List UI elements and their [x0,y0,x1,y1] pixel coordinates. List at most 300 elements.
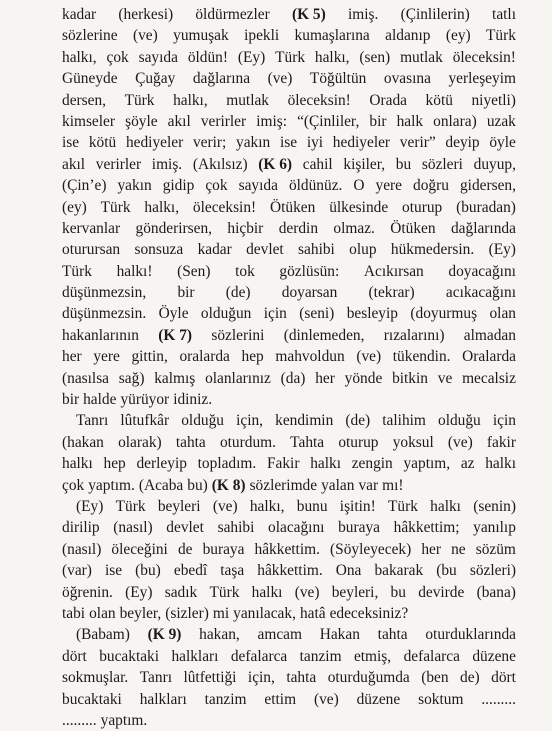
word: (sen) [359,48,391,66]
word: beyler, [119,604,162,622]
word: yaptım, [403,455,451,473]
word: fakir [486,433,516,451]
word: (Ey) [488,241,516,259]
text-line [62,475,516,496]
word: mutlak [226,91,269,109]
word: (tekrar) [368,284,415,302]
word: Öyle [158,305,189,323]
word: zengin [351,455,393,473]
word: kişiler, [343,155,386,173]
word: Fakir [266,455,300,473]
word: olan [489,305,516,323]
word: (buradan) [456,198,516,216]
word: (ve) [447,433,473,451]
word: oturup [338,433,379,451]
word: idiniz. [173,391,213,409]
word: derdin [278,219,319,237]
word: (ve) [294,583,320,601]
word: olanlarınız [205,369,271,387]
word: sözüm [475,540,516,558]
word: O [353,177,365,195]
word: Hakan [319,626,360,644]
word: yere [93,348,120,366]
word: dağlarında [450,219,516,237]
text-line [62,68,516,89]
word: halde [83,391,117,409]
word: devlet [166,519,204,537]
text-line [62,603,516,624]
word: taşa [220,562,245,580]
word: topladım. [197,455,257,473]
word: yanılacak, [233,604,296,622]
word: oturduğumda [327,669,410,687]
word: oralarda [179,348,230,366]
word: imiş. [151,155,183,173]
word: hakan, [199,626,240,644]
word: Türk [115,497,146,515]
word: (de) [345,412,371,430]
text-line [62,47,516,68]
word: halk [396,112,424,130]
word: Türk [209,583,240,601]
word: (ey) [445,27,471,45]
text-line [62,325,516,346]
word: (bana) [476,583,516,601]
word: akıl [62,155,86,173]
word: bir [177,284,195,302]
word: oturursan [62,241,121,259]
word: ipekli [244,27,280,45]
word: (ve) [212,497,238,515]
text-line [62,239,516,260]
word: (herkesi) [118,6,174,23]
word: yerleşeyim [448,70,516,88]
text-line [62,453,516,474]
text-line [62,132,516,153]
word: olacağını [268,519,325,537]
text-line [62,368,516,389]
word: tabi [62,604,86,622]
word: Çuğay [135,70,176,88]
word: ebedî [173,562,208,580]
text-line [62,689,516,710]
word: için, [236,412,264,430]
word: ne [451,540,466,558]
section-marker: (K 9) [147,626,182,644]
word: halkı [310,455,341,473]
word: tahta [377,626,408,644]
word: lûtfettiği [183,669,237,687]
text-line [62,582,516,603]
word: olmaz. [333,219,375,237]
word: (ve) [356,348,382,366]
text-line [62,25,516,46]
word: (Ey) [125,583,153,601]
word: tahta [175,433,206,451]
word: edeceksiniz? [329,604,409,622]
word: (seni) [299,305,335,323]
word: yoksul [392,433,434,451]
word: hâkkettim. [254,540,320,558]
word: işitin! [339,497,376,515]
word: akıl [167,112,191,130]
word: bakarak [374,562,424,580]
word: halkı [485,455,516,473]
word: gidersen, [459,177,516,195]
word [212,475,246,496]
word: tanzim [299,647,342,665]
word: sadık [164,583,198,601]
word: düzene [472,647,516,665]
word: kendimin [275,412,334,430]
text-line [62,218,516,239]
word: (Akılsız) [192,155,248,173]
word: (senin) [473,497,516,515]
word: yaptım. [88,476,135,494]
word: öldünüz. [288,177,343,195]
word: öğrenin. [62,583,113,601]
word: yalan [321,476,355,494]
word: öyle [489,134,516,152]
word: onlara) [433,112,477,130]
word: çok [205,177,228,195]
word: (Çinlilerin) [400,6,470,23]
word: her [62,348,82,366]
word: için [492,412,516,430]
text-line [62,4,516,25]
text-line [62,261,516,282]
word: gidip [162,177,195,195]
word: Güneyde [62,70,118,88]
word: hâkkettim. [257,562,323,580]
word: ve [437,369,453,387]
word: tok [235,262,255,280]
word: tükendin. [392,348,451,366]
text-line [62,432,516,453]
word: (ve) [313,690,339,708]
text-line [62,667,516,688]
word: defalarca [403,647,460,665]
text-line [62,175,516,196]
word: öldürmezler [195,6,270,23]
text-line [62,90,516,111]
word: devirde [418,583,465,601]
word: (ey) [62,198,87,216]
word: halkı, [62,48,97,66]
word: (bu) [135,562,161,580]
word: amcam [257,626,302,644]
word: halkı, [173,91,208,109]
word: gönderirsen, [135,219,213,237]
word: (doyurmuş [410,305,478,323]
word: (Acaba [138,476,184,494]
word [158,325,192,346]
word: hep [103,455,126,473]
word: (Ey) [76,497,104,515]
word: yere [375,177,403,195]
word: sayıda [238,177,278,195]
word: sözleri) [469,562,516,580]
word: öleceksin! [452,48,516,66]
word: mı! [382,476,404,494]
word: sözlerimde [249,476,318,494]
word: kötü [88,134,117,152]
word: deyip [445,134,480,152]
word: (ve) [267,70,293,88]
section-marker: (K 6) [258,155,293,173]
word: öleceksin! [287,91,351,109]
word: (Çin’e) [62,177,107,195]
word: “(Çinliler, [297,112,360,130]
word: Ötüken [270,198,316,216]
word: hiçbir [227,219,264,237]
word: ovasına [383,70,431,88]
text-line [62,496,516,517]
word: öleceğini [111,540,168,558]
text-line [62,282,516,303]
word: hediyeler [125,134,184,152]
word: düşünmezsin, [62,284,147,302]
word: Türk [62,262,92,280]
word: ise [62,134,80,152]
word: mecalsiz [462,369,516,387]
word: dirilip [62,519,100,537]
word: Türk [100,198,131,216]
word: (bu [436,562,457,580]
word: sözleri [421,155,463,173]
word: uzak [486,112,516,130]
word: sokmuşlar. [62,669,129,687]
word: soktum [418,690,464,708]
word: dört [62,647,87,665]
word [292,4,326,25]
word: sonsuza [134,241,184,259]
word: kalmış [154,369,196,387]
word: olup [349,241,377,259]
word: için [263,305,287,323]
word: hâkkettim; [393,519,460,537]
word: çok [106,48,129,66]
word: aldanıp [385,27,431,45]
word: doğru [413,177,449,195]
text-line [62,346,516,367]
word: çok [62,476,85,494]
word: kadar [197,241,232,259]
word: (da) [280,369,306,387]
word: halkları [139,690,187,708]
text-line [62,303,516,324]
text-line [62,154,516,175]
word: verir; [192,134,227,152]
word: bir [369,112,387,130]
word: ettim [264,690,297,708]
word: lûtufkâr [120,412,170,430]
word: bitkin [392,369,428,387]
word: bu) [187,476,208,494]
word: yakın [117,177,152,195]
word: öldün! [187,48,228,66]
word: olduğun [200,305,252,323]
word: olarak) [118,433,162,451]
section-marker: (K 8) [211,476,246,494]
word: hükmedersin. [390,241,475,259]
word: kötü [425,91,453,109]
word: oturup [402,198,443,216]
word: buraya [202,540,245,558]
word: var [358,476,379,494]
word: sahibi [217,519,255,537]
word: tahta [286,669,317,687]
section-marker: (K 7) [158,326,193,344]
word: (var) [62,562,92,580]
word: bunu [296,497,328,515]
word: almadan [463,326,516,344]
word: hep [241,348,264,366]
text-line [62,389,516,410]
word: besleyip [346,305,398,323]
word: Orada [369,91,407,109]
word: olduğu [438,412,481,430]
word: halkı [62,455,93,473]
word: Oralarda [462,348,516,366]
word: (ben [421,669,449,687]
word: Türk [124,91,155,109]
word: Tahta [290,433,325,451]
word: olan [89,604,116,622]
word [148,624,182,645]
word: devlet [246,241,284,259]
word: niyetli) [471,91,516,109]
word: (nasılsa [62,369,110,387]
text-line [62,539,516,560]
word: iyi [306,134,324,152]
text-line [62,624,516,645]
word: oturdum. [219,433,276,451]
word: halkı [430,497,461,515]
word: yönde [344,369,383,387]
text-line [62,646,516,667]
word: Türk [486,27,516,45]
word: doyacağını [448,262,516,280]
word: düşünmezsin. [62,305,147,323]
text-line [62,111,516,132]
word: ise [104,562,123,580]
word: yanılıp [473,519,516,537]
word: bu [390,583,406,601]
word: ise [279,134,298,152]
word: (nasıl) [62,540,102,558]
text-line [62,517,516,538]
word: imiş: [256,112,287,130]
word: öleceksin! [192,198,257,216]
word: yumuşak [173,27,229,45]
word: tanzim [204,690,247,708]
word: kumaşlarına [294,27,370,45]
word: sözlerine [62,27,118,45]
word: (hakan [62,433,104,451]
word: tatlı [492,6,516,23]
text-body [62,4,516,731]
section-marker: (K 5) [291,6,326,23]
word: Türk [275,48,306,66]
word: yakın [236,134,271,152]
word: (de) [225,284,251,302]
word: talihim [382,412,426,430]
word: beyleri, [331,583,379,601]
word: sahibi [298,241,335,259]
word: beyleri [157,497,201,515]
word: halkı, [144,198,180,216]
word: halkı! [116,262,153,280]
word: az [460,455,475,473]
word: kimseler [62,112,115,130]
word: defalarca [230,647,288,665]
word: ......... [481,690,516,708]
word: de [177,540,193,558]
word: kervanlar [62,219,121,237]
word: her [421,540,441,558]
word: cahil [302,155,333,173]
word: yaptım. [100,711,148,729]
word: gittin, [131,348,168,366]
word: duyup, [473,155,516,173]
word: etmiş, [353,647,392,665]
word: olduğu [181,412,224,430]
text-line [62,560,516,581]
text-line [62,710,516,731]
word: mutlak [400,48,443,66]
word: sayıda [138,48,178,66]
word: bucaktaki [62,690,122,708]
word: Ötüken [390,219,436,237]
word: dört [491,669,516,687]
word: (Söyleyecek) [330,540,412,558]
word: bu [395,155,412,173]
word: mahvoldun [275,348,345,366]
word: bucaktaki [99,647,160,665]
word: halkı, [249,497,285,515]
word: gözlüsün: [279,262,340,280]
word: dağlarına [192,70,251,88]
word [258,154,292,175]
word: (nasıl) [113,519,153,537]
word: buraya [338,519,380,537]
word: derleyip [136,455,187,473]
word: her [315,369,335,387]
word: acıkacağını [445,284,516,302]
word: halkı, [314,48,350,66]
word: ......... [62,711,97,729]
word: için, [247,669,275,687]
word: oturduklarında [425,626,516,644]
word: bir [62,391,80,409]
word: (dinlemeden, [283,326,365,344]
word: (Ey) [237,48,266,66]
word: dersen, [62,91,107,109]
word: mi [212,604,230,622]
word: (Babam) [76,626,130,644]
word: yürüyor [120,391,170,409]
word: Tanrı [76,412,109,430]
word: halkı [251,583,283,601]
word: hakanlarının [62,326,139,344]
text-line [62,410,516,431]
word: doyarsan [281,284,338,302]
word: hatâ [299,604,326,622]
word: verir” [399,134,436,152]
word: sağ) [118,369,145,387]
word: kadar [62,6,97,23]
